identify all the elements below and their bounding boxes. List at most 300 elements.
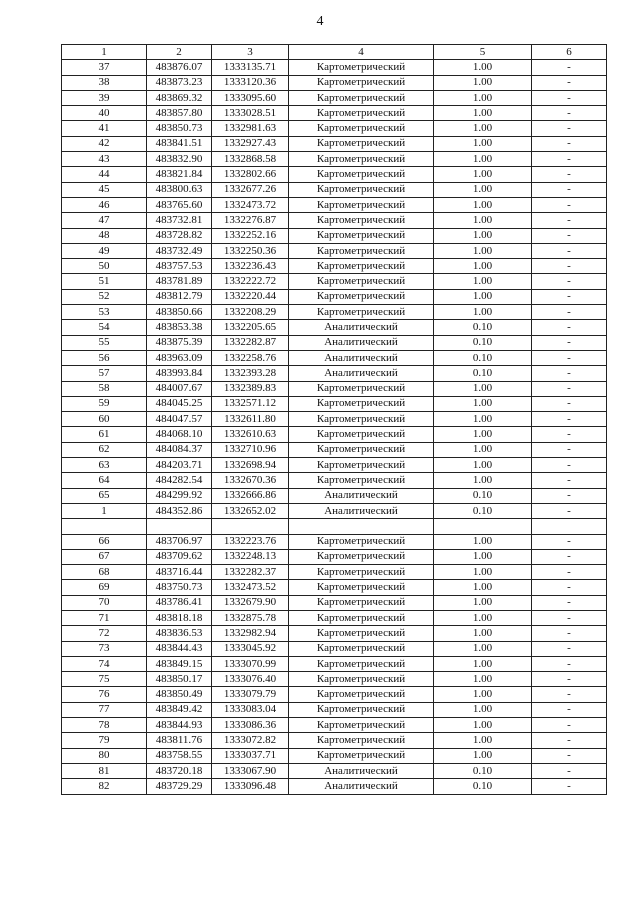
note-cell: - xyxy=(532,473,607,488)
y-coordinate-cell: 1332698.94 xyxy=(212,458,289,473)
accuracy-cell: 1.00 xyxy=(434,687,532,702)
y-coordinate-cell: 1333076.40 xyxy=(212,672,289,687)
note-cell: - xyxy=(532,305,607,320)
method-cell: Картометрический xyxy=(289,182,434,197)
y-coordinate-cell: 1332276.87 xyxy=(212,213,289,228)
method-cell: Картометрический xyxy=(289,274,434,289)
note-cell: - xyxy=(532,748,607,763)
note-cell: - xyxy=(532,228,607,243)
point-number-cell: 63 xyxy=(62,458,147,473)
accuracy-cell: 1.00 xyxy=(434,213,532,228)
y-coordinate-cell: 1332875.78 xyxy=(212,610,289,625)
accuracy-cell: 1.00 xyxy=(434,656,532,671)
y-coordinate-cell: 1332666.86 xyxy=(212,488,289,503)
method-cell: Аналитический xyxy=(289,488,434,503)
x-coordinate-cell: 483850.66 xyxy=(147,305,212,320)
point-number-cell: 40 xyxy=(62,106,147,121)
table-row xyxy=(62,641,607,656)
table-row xyxy=(62,152,607,167)
note-cell: - xyxy=(532,121,607,136)
table-row xyxy=(62,197,607,212)
table-row xyxy=(62,75,607,90)
method-cell: Картометрический xyxy=(289,412,434,427)
y-coordinate-cell: 1333086.36 xyxy=(212,718,289,733)
y-coordinate-cell: 1332710.96 xyxy=(212,442,289,457)
table-row xyxy=(62,595,607,610)
table-row xyxy=(62,458,607,473)
note-cell: - xyxy=(532,182,607,197)
table-row xyxy=(62,228,607,243)
method-cell: Картометрический xyxy=(289,534,434,549)
x-coordinate-cell: 483844.43 xyxy=(147,641,212,656)
method-cell: Картометрический xyxy=(289,610,434,625)
note-cell: - xyxy=(532,565,607,580)
accuracy-cell: 1.00 xyxy=(434,259,532,274)
accuracy-cell: 0.10 xyxy=(434,320,532,335)
note-cell: - xyxy=(532,458,607,473)
note-cell: - xyxy=(532,243,607,258)
table-row xyxy=(62,718,607,733)
table-row xyxy=(62,259,607,274)
note-cell: - xyxy=(532,672,607,687)
table-row xyxy=(62,779,607,794)
note-cell: - xyxy=(532,779,607,794)
table-row xyxy=(62,748,607,763)
table-row xyxy=(62,503,607,518)
y-coordinate-cell: 1332389.83 xyxy=(212,381,289,396)
x-coordinate-cell: 483811.76 xyxy=(147,733,212,748)
accuracy-cell: 0.10 xyxy=(434,779,532,794)
point-number-cell: 44 xyxy=(62,167,147,182)
accuracy-cell: 1.00 xyxy=(434,182,532,197)
method-cell: Картометрический xyxy=(289,580,434,595)
note-cell: - xyxy=(532,626,607,641)
point-number-cell: 55 xyxy=(62,335,147,350)
accuracy-cell: 1.00 xyxy=(434,565,532,580)
x-coordinate-cell: 483728.82 xyxy=(147,228,212,243)
method-cell: Картометрический xyxy=(289,381,434,396)
x-coordinate-cell: 483732.49 xyxy=(147,243,212,258)
note-cell: - xyxy=(532,75,607,90)
table-row xyxy=(62,350,607,365)
method-cell: Картометрический xyxy=(289,197,434,212)
y-coordinate-cell: 1332571.12 xyxy=(212,396,289,411)
note-cell xyxy=(532,519,607,534)
point-number-cell: 75 xyxy=(62,672,147,687)
accuracy-cell: 1.00 xyxy=(434,396,532,411)
x-coordinate-cell: 483781.89 xyxy=(147,274,212,289)
note-cell: - xyxy=(532,687,607,702)
point-number-cell: 67 xyxy=(62,549,147,564)
y-coordinate-cell: 1332252.16 xyxy=(212,228,289,243)
table-row xyxy=(62,656,607,671)
coordinates-table xyxy=(61,44,607,795)
x-coordinate-cell: 483841.51 xyxy=(147,136,212,151)
table-row xyxy=(62,565,607,580)
x-coordinate-cell: 483849.15 xyxy=(147,656,212,671)
x-coordinate-cell: 484299.92 xyxy=(147,488,212,503)
method-cell: Картометрический xyxy=(289,733,434,748)
accuracy-cell: 0.10 xyxy=(434,503,532,518)
point-number-cell: 76 xyxy=(62,687,147,702)
point-number-cell: 50 xyxy=(62,259,147,274)
note-cell: - xyxy=(532,213,607,228)
table-row xyxy=(62,213,607,228)
point-number-cell: 71 xyxy=(62,610,147,625)
x-coordinate-cell: 483732.81 xyxy=(147,213,212,228)
table-row xyxy=(62,412,607,427)
accuracy-cell: 1.00 xyxy=(434,442,532,457)
note-cell: - xyxy=(532,90,607,105)
note-cell: - xyxy=(532,197,607,212)
accuracy-cell: 1.00 xyxy=(434,60,532,75)
table-row xyxy=(62,519,607,534)
x-coordinate-cell: 483758.55 xyxy=(147,748,212,763)
method-cell: Картометрический xyxy=(289,595,434,610)
point-number-cell: 54 xyxy=(62,320,147,335)
note-cell: - xyxy=(532,549,607,564)
x-coordinate-cell: 483849.42 xyxy=(147,702,212,717)
note-cell: - xyxy=(532,259,607,274)
accuracy-cell: 0.10 xyxy=(434,335,532,350)
point-number-cell: 81 xyxy=(62,763,147,778)
note-cell: - xyxy=(532,702,607,717)
accuracy-cell: 1.00 xyxy=(434,748,532,763)
method-cell: Картометрический xyxy=(289,106,434,121)
accuracy-cell: 1.00 xyxy=(434,136,532,151)
table-row xyxy=(62,381,607,396)
method-cell: Картометрический xyxy=(289,549,434,564)
table-row xyxy=(62,366,607,381)
point-number-cell: 79 xyxy=(62,733,147,748)
x-coordinate-cell: 483963.09 xyxy=(147,350,212,365)
accuracy-cell: 1.00 xyxy=(434,152,532,167)
accuracy-cell: 0.10 xyxy=(434,366,532,381)
note-cell: - xyxy=(532,289,607,304)
y-coordinate-cell: 1332927.43 xyxy=(212,136,289,151)
x-coordinate-cell: 483765.60 xyxy=(147,197,212,212)
x-coordinate-cell: 483876.07 xyxy=(147,60,212,75)
x-coordinate-cell: 483844.93 xyxy=(147,718,212,733)
y-coordinate-cell: 1332223.76 xyxy=(212,534,289,549)
x-coordinate-cell: 483869.32 xyxy=(147,90,212,105)
y-coordinate-cell: 1332248.13 xyxy=(212,549,289,564)
method-cell: Аналитический xyxy=(289,503,434,518)
point-number-cell: 59 xyxy=(62,396,147,411)
note-cell: - xyxy=(532,320,607,335)
table-row xyxy=(62,305,607,320)
note-cell: - xyxy=(532,718,607,733)
y-coordinate-cell: 1332610.63 xyxy=(212,427,289,442)
table-body xyxy=(62,60,607,794)
method-cell xyxy=(289,519,434,534)
accuracy-cell: 1.00 xyxy=(434,610,532,625)
x-coordinate-cell: 483706.97 xyxy=(147,534,212,549)
point-number-cell: 1 xyxy=(62,503,147,518)
x-coordinate-cell: 483836.53 xyxy=(147,626,212,641)
y-coordinate-cell: 1333072.82 xyxy=(212,733,289,748)
accuracy-cell: 1.00 xyxy=(434,473,532,488)
x-coordinate-cell: 484047.57 xyxy=(147,412,212,427)
accuracy-cell: 0.10 xyxy=(434,488,532,503)
point-number-cell: 39 xyxy=(62,90,147,105)
table-row xyxy=(62,626,607,641)
point-number-cell: 47 xyxy=(62,213,147,228)
x-coordinate-cell: 483757.53 xyxy=(147,259,212,274)
note-cell: - xyxy=(532,106,607,121)
accuracy-cell: 1.00 xyxy=(434,243,532,258)
point-number-cell: 56 xyxy=(62,350,147,365)
y-coordinate-cell: 1332652.02 xyxy=(212,503,289,518)
note-cell: - xyxy=(532,167,607,182)
method-cell: Картометрический xyxy=(289,121,434,136)
note-cell: - xyxy=(532,733,607,748)
page-number: 4 xyxy=(316,14,324,29)
column-header-4: 4 xyxy=(289,45,434,60)
point-number-cell: 45 xyxy=(62,182,147,197)
x-coordinate-cell: 483853.38 xyxy=(147,320,212,335)
point-number-cell: 58 xyxy=(62,381,147,396)
y-coordinate-cell: 1333135.71 xyxy=(212,60,289,75)
table-row xyxy=(62,427,607,442)
y-coordinate-cell: 1332205.65 xyxy=(212,320,289,335)
point-number-cell: 64 xyxy=(62,473,147,488)
point-number-cell: 51 xyxy=(62,274,147,289)
x-coordinate-cell: 483720.18 xyxy=(147,763,212,778)
y-coordinate-cell: 1333120.36 xyxy=(212,75,289,90)
method-cell: Картометрический xyxy=(289,473,434,488)
method-cell: Картометрический xyxy=(289,243,434,258)
accuracy-cell: 1.00 xyxy=(434,534,532,549)
x-coordinate-cell: 483821.84 xyxy=(147,167,212,182)
point-number-cell: 72 xyxy=(62,626,147,641)
note-cell: - xyxy=(532,366,607,381)
y-coordinate-cell: 1333045.92 xyxy=(212,641,289,656)
accuracy-cell: 1.00 xyxy=(434,718,532,733)
method-cell: Картометрический xyxy=(289,75,434,90)
table-row xyxy=(62,733,607,748)
note-cell: - xyxy=(532,580,607,595)
accuracy-cell: 0.10 xyxy=(434,350,532,365)
column-header-1: 1 xyxy=(62,45,147,60)
table-row xyxy=(62,442,607,457)
method-cell: Картометрический xyxy=(289,687,434,702)
method-cell: Картометрический xyxy=(289,702,434,717)
x-coordinate-cell: 484068.10 xyxy=(147,427,212,442)
point-number-cell: 70 xyxy=(62,595,147,610)
method-cell: Картометрический xyxy=(289,305,434,320)
note-cell: - xyxy=(532,381,607,396)
x-coordinate-cell: 483875.39 xyxy=(147,335,212,350)
method-cell: Картометрический xyxy=(289,136,434,151)
x-coordinate-cell: 484084.37 xyxy=(147,442,212,457)
x-coordinate-cell: 483800.63 xyxy=(147,182,212,197)
x-coordinate-cell: 483850.17 xyxy=(147,672,212,687)
accuracy-cell: 1.00 xyxy=(434,549,532,564)
y-coordinate-cell: 1332670.36 xyxy=(212,473,289,488)
method-cell: Картометрический xyxy=(289,718,434,733)
x-coordinate-cell: 484007.67 xyxy=(147,381,212,396)
accuracy-cell: 1.00 xyxy=(434,167,532,182)
note-cell: - xyxy=(532,396,607,411)
accuracy-cell: 1.00 xyxy=(434,702,532,717)
y-coordinate-cell: 1332473.72 xyxy=(212,197,289,212)
method-cell: Картометрический xyxy=(289,60,434,75)
x-coordinate-cell: 483873.23 xyxy=(147,75,212,90)
method-cell: Картометрический xyxy=(289,289,434,304)
accuracy-cell: 1.00 xyxy=(434,580,532,595)
table-row xyxy=(62,549,607,564)
table-row xyxy=(62,320,607,335)
accuracy-cell: 1.00 xyxy=(434,672,532,687)
accuracy-cell: 1.00 xyxy=(434,427,532,442)
method-cell: Аналитический xyxy=(289,320,434,335)
table-row xyxy=(62,488,607,503)
accuracy-cell: 1.00 xyxy=(434,289,532,304)
column-header-5: 5 xyxy=(434,45,532,60)
point-number-cell: 77 xyxy=(62,702,147,717)
note-cell: - xyxy=(532,656,607,671)
table-row xyxy=(62,289,607,304)
table-row xyxy=(62,763,607,778)
x-coordinate-cell: 483812.79 xyxy=(147,289,212,304)
x-coordinate-cell: 483750.73 xyxy=(147,580,212,595)
y-coordinate-cell: 1333037.71 xyxy=(212,748,289,763)
method-cell: Картометрический xyxy=(289,167,434,182)
y-coordinate-cell: 1332981.63 xyxy=(212,121,289,136)
accuracy-cell: 0.10 xyxy=(434,763,532,778)
table-row xyxy=(62,396,607,411)
table-row xyxy=(62,687,607,702)
note-cell: - xyxy=(532,136,607,151)
note-cell: - xyxy=(532,763,607,778)
point-number-cell: 80 xyxy=(62,748,147,763)
accuracy-cell: 1.00 xyxy=(434,106,532,121)
point-number-cell: 73 xyxy=(62,641,147,656)
y-coordinate-cell: 1332222.72 xyxy=(212,274,289,289)
point-number-cell: 66 xyxy=(62,534,147,549)
point-number-cell: 49 xyxy=(62,243,147,258)
note-cell: - xyxy=(532,427,607,442)
accuracy-cell: 1.00 xyxy=(434,305,532,320)
y-coordinate-cell: 1332611.80 xyxy=(212,412,289,427)
note-cell: - xyxy=(532,641,607,656)
x-coordinate-cell: 484352.86 xyxy=(147,503,212,518)
point-number-cell: 46 xyxy=(62,197,147,212)
y-coordinate-cell: 1333028.51 xyxy=(212,106,289,121)
y-coordinate-cell: 1332677.26 xyxy=(212,182,289,197)
x-coordinate-cell: 483850.49 xyxy=(147,687,212,702)
accuracy-cell xyxy=(434,519,532,534)
y-coordinate-cell: 1332236.43 xyxy=(212,259,289,274)
y-coordinate-cell: 1333079.79 xyxy=(212,687,289,702)
y-coordinate-cell: 1332393.28 xyxy=(212,366,289,381)
point-number-cell: 41 xyxy=(62,121,147,136)
point-number-cell: 69 xyxy=(62,580,147,595)
column-header-6: 6 xyxy=(532,45,607,60)
y-coordinate-cell: 1333067.90 xyxy=(212,763,289,778)
note-cell: - xyxy=(532,610,607,625)
table-row xyxy=(62,335,607,350)
point-number-cell: 37 xyxy=(62,60,147,75)
point-number-cell: 57 xyxy=(62,366,147,381)
y-coordinate-cell: 1332679.90 xyxy=(212,595,289,610)
x-coordinate-cell: 483832.90 xyxy=(147,152,212,167)
note-cell: - xyxy=(532,274,607,289)
x-coordinate-cell: 483716.44 xyxy=(147,565,212,580)
note-cell: - xyxy=(532,503,607,518)
y-coordinate-cell: 1332868.58 xyxy=(212,152,289,167)
table-row xyxy=(62,672,607,687)
accuracy-cell: 1.00 xyxy=(434,458,532,473)
point-number-cell xyxy=(62,519,147,534)
accuracy-cell: 1.00 xyxy=(434,274,532,289)
accuracy-cell: 1.00 xyxy=(434,412,532,427)
method-cell: Картометрический xyxy=(289,672,434,687)
method-cell: Картометрический xyxy=(289,656,434,671)
note-cell: - xyxy=(532,534,607,549)
table-row xyxy=(62,182,607,197)
method-cell: Аналитический xyxy=(289,350,434,365)
x-coordinate-cell: 484203.71 xyxy=(147,458,212,473)
x-coordinate-cell: 483993.84 xyxy=(147,366,212,381)
x-coordinate-cell: 484282.54 xyxy=(147,473,212,488)
point-number-cell: 60 xyxy=(62,412,147,427)
note-cell: - xyxy=(532,442,607,457)
y-coordinate-cell: 1332208.29 xyxy=(212,305,289,320)
point-number-cell: 65 xyxy=(62,488,147,503)
header-row xyxy=(62,45,607,60)
y-coordinate-cell: 1332258.76 xyxy=(212,350,289,365)
method-cell: Картометрический xyxy=(289,565,434,580)
column-header-2: 2 xyxy=(147,45,212,60)
x-coordinate-cell xyxy=(147,519,212,534)
method-cell: Картометрический xyxy=(289,641,434,656)
x-coordinate-cell: 483818.18 xyxy=(147,610,212,625)
table-row xyxy=(62,136,607,151)
y-coordinate-cell: 1333070.99 xyxy=(212,656,289,671)
table-row xyxy=(62,106,607,121)
accuracy-cell: 1.00 xyxy=(434,641,532,656)
y-coordinate-cell: 1332250.36 xyxy=(212,243,289,258)
accuracy-cell: 1.00 xyxy=(434,381,532,396)
method-cell: Аналитический xyxy=(289,763,434,778)
note-cell: - xyxy=(532,335,607,350)
accuracy-cell: 1.00 xyxy=(434,90,532,105)
point-number-cell: 62 xyxy=(62,442,147,457)
x-coordinate-cell: 484045.25 xyxy=(147,396,212,411)
y-coordinate-cell: 1333096.48 xyxy=(212,779,289,794)
table-row xyxy=(62,610,607,625)
method-cell: Аналитический xyxy=(289,335,434,350)
table-row xyxy=(62,167,607,182)
y-coordinate-cell: 1332473.52 xyxy=(212,580,289,595)
table-row xyxy=(62,473,607,488)
y-coordinate-cell: 1332982.94 xyxy=(212,626,289,641)
accuracy-cell: 1.00 xyxy=(434,626,532,641)
note-cell: - xyxy=(532,350,607,365)
table-row xyxy=(62,274,607,289)
method-cell: Картометрический xyxy=(289,458,434,473)
method-cell: Картометрический xyxy=(289,213,434,228)
table-header xyxy=(62,45,607,60)
y-coordinate-cell: 1332802.66 xyxy=(212,167,289,182)
note-cell: - xyxy=(532,595,607,610)
table-row xyxy=(62,580,607,595)
accuracy-cell: 1.00 xyxy=(434,595,532,610)
point-number-cell: 43 xyxy=(62,152,147,167)
accuracy-cell: 1.00 xyxy=(434,228,532,243)
